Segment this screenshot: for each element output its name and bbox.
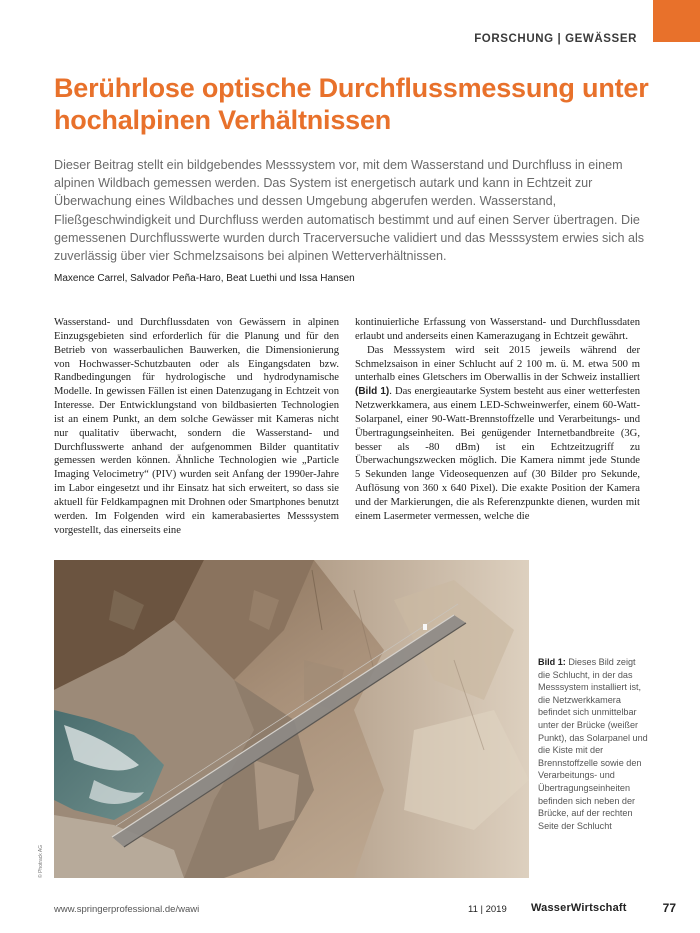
body-paragraph bbox=[355, 344, 640, 524]
gorge-bridge-photo bbox=[54, 560, 529, 878]
footer-url-link[interactable]: www.springerprofessional.de/wawi bbox=[54, 904, 200, 915]
figure-reference-link[interactable]: (Bild 1) bbox=[355, 386, 390, 398]
figure-caption bbox=[538, 656, 648, 832]
photo-credit: © Photrack AG bbox=[38, 844, 44, 878]
article-title: Berührlose optische Durchflussmessung unter hochalpinen Verhältnissen bbox=[54, 73, 649, 135]
body-text: Das Messsystem wird seit 2015 jeweils während der Schmelzsaison in einer Schlucht auf 2 100 m. ü. M. etwa 500 m unterhalb eines Gletschers im Oberwallis in der Schweiz installiert bbox=[355, 344, 640, 384]
body-column-left bbox=[54, 316, 339, 538]
body-paragraph: Wasserstand- und Durchflussdaten von Gewässern in alpinen Einzugsgebieten sind erforderlich für die Planung und für den Betrieb von wasserbaulichen Bauwerken, die Dimensionierung von Hochwasser-Schutzbauten oder als Eingangsdaten bzw. Randbedingungen für hydrologische und hydrodynamische Modelle. In gewissen Fällen ist einen Datenzugang in Echtzeit von Interesse. Der Entwicklungstand von bildbasierten Technologien ist an einem Punkt, an dem solche Gewässer mit Kameras nicht nur qualitativ überwacht, sondern die Wasserstand- und Durchflusswerte anhand der aufgenommen Bilder quantitativ gemessen werden können. Ähnliche Technologien wie „Particle Imaging Velocimetry“ (PIV) wurden seit Anfang der 1990er-Jahre im Labor eingesetzt und ihr Einsatz hat sich erweitert, so dass sie aktuell für Feldkampagnen mit Drohnen oder Smartphones benutzt werden. Im Folgenden wird ein kamerabasiertes Messsystem vorgestellt, das einerseits eine bbox=[54, 317, 339, 536]
section-label: FORSCHUNG | GEWÄSSER bbox=[474, 33, 637, 45]
footer-issue: 11 | 2019 bbox=[468, 904, 507, 915]
body-text: . Das energieautarke System besteht aus einer wetterfesten Netzwerkkamera, aus einem LED-Schweinwerfer, einem 60-Watt-Solarpanel, einer 90-Watt-Brennstoffzelle und Verarbeitungs- und Übertragungseinheiten. Bei genügender Internetbandbreite (3G, besser als -80 dBm) ist ein Echtzeitzugriff zu Überwachungszwecken möglich. Die Kamera nimmt jede Stunde 5 Sekunden lange Videosequenzen auf (30 Bilder pro Sekunde, Auflösung von 360 x 640 Pixel). Die exakte Position der Kamera und der Markierungen, die als Referenzpunkte dienen, wurden mit einem Lasermeter vermessen, welche die bbox=[355, 386, 640, 522]
page-number: 77 bbox=[662, 901, 676, 915]
orange-corner-tab bbox=[653, 0, 700, 42]
article-authors: Maxence Carrel, Salvador Peña-Haro, Beat Luethi und Issa Hansen bbox=[54, 273, 355, 284]
body-paragraph: kontinuierliche Erfassung von Wasserstand- und Durchflussdaten erlaubt und anderseits einen Kamerazugang in Echtzeit gewährt. bbox=[355, 317, 640, 342]
article-lead: Dieser Beitrag stellt ein bildgebendes Messsystem vor, mit dem Wasserstand und Durchfluss in einem alpinen Wildbach gemessen werden. Das System ist energetisch autark und kann in Echtzeit zur Überwachung eines Wildbaches und dessen Umgebung abgerufen werden. Wasserstand, Fließgeschwindigkeit und Durchfluss werden automatisch bestimmt und auf einen Server übertragen. Die gemessenen Durchflusswerte wurden durch Tracerversuche validiert und das Messsystem erwies sich als zuverlässig über vier Schmelzsaisons bei alpinen Wetterverhältnissen. bbox=[54, 158, 645, 264]
body-column-right bbox=[355, 316, 640, 524]
caption-label: Bild 1: bbox=[538, 657, 566, 667]
caption-text: Dieses Bild zeigt die Schlucht, in der das Messsystem installiert ist, die Netzwerkkamera befindet sich unmittelbar unter der Brücke (weißer Punkt), das Solarpanel und die Kiste mit der Brennstoffzelle sowie den Verarbeitungs- und Übertragungseinheiten befinden sich neben der Brücke, auf der rechten Seite der Schlucht bbox=[538, 657, 648, 831]
footer-magazine-name: WasserWirtschaft bbox=[531, 902, 627, 914]
